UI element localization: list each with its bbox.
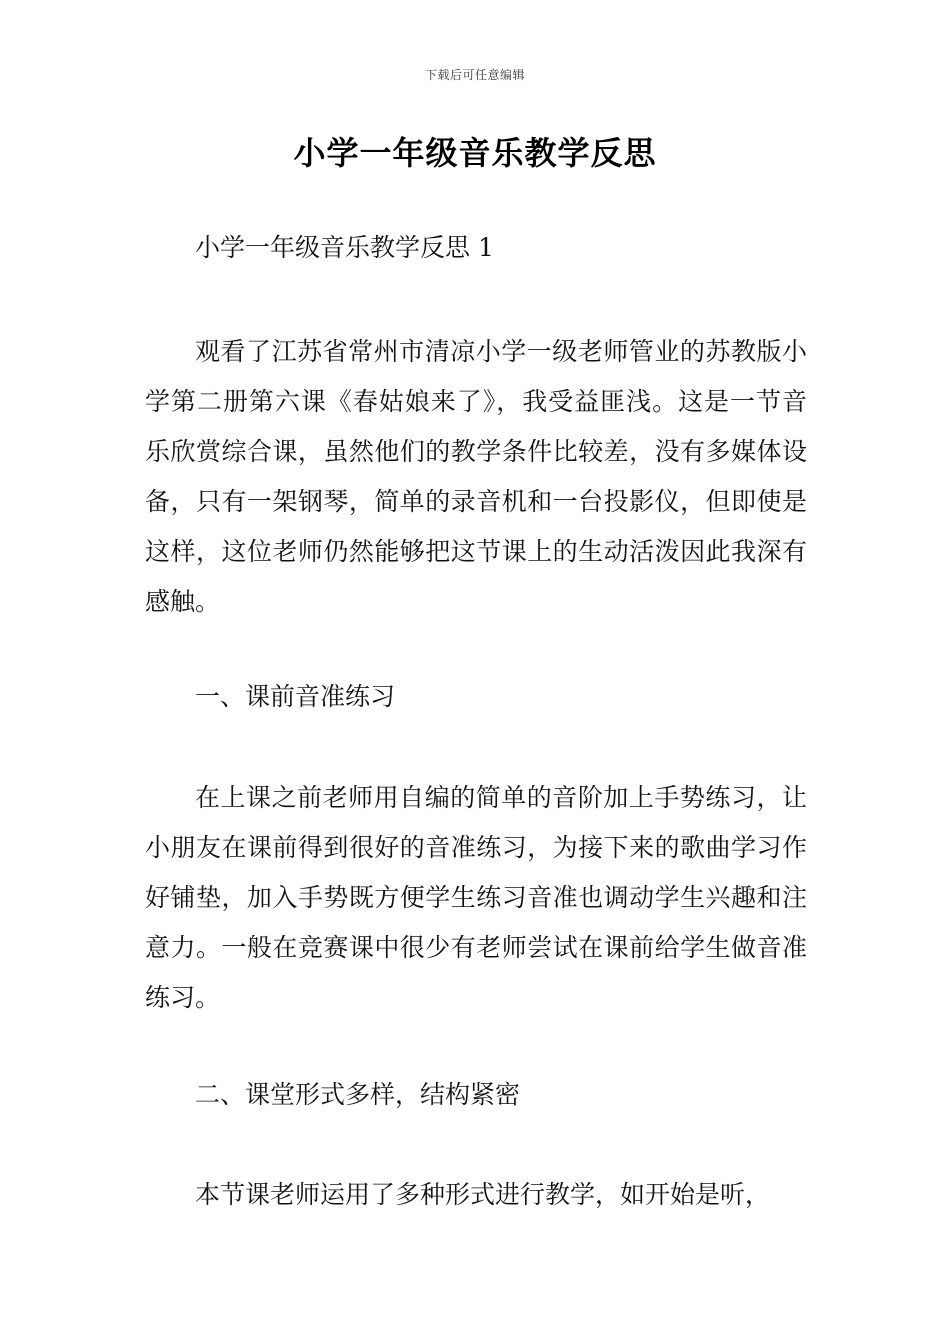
document-subtitle: 小学一年级音乐教学反思 1: [195, 233, 494, 262]
document-title: 小学一年级音乐教学反思: [293, 134, 657, 172]
section-2-heading: 二、课堂形式多样，结构紧密: [195, 1080, 521, 1109]
paragraph-1: 观看了江苏省常州市清凉小学一级老师管业的苏教版小学第二册第六课《春姑娘来了》，我受益匪浅。这是一节音乐欣赏综合课，虽然他们的教学条件比较差，没有多媒体设备，只有一架钢琴，简单的录音机和一台投影仪，但即使是这样，这位老师仍然能够把这节课上的生动活泼因此我深有感触。: [145, 337, 807, 616]
paragraph-3: 本节课老师运用了多种形式进行教学，如开始是听，: [195, 1180, 771, 1209]
section-1-heading: 一、课前音准练习: [195, 682, 396, 711]
paragraph-2: 在上课之前老师用自编的简单的音阶加上手势练习，让小朋友在课前得到很好的音准练习，为接下来的歌曲学习作好铺垫，加入手势既方便学生练习音准也调动学生兴趣和注意力。一般在竞赛课中很少有老师尝试在课前给学生做音准练习。: [145, 783, 807, 1012]
header-note: 下载后可任意编辑: [424, 68, 525, 82]
